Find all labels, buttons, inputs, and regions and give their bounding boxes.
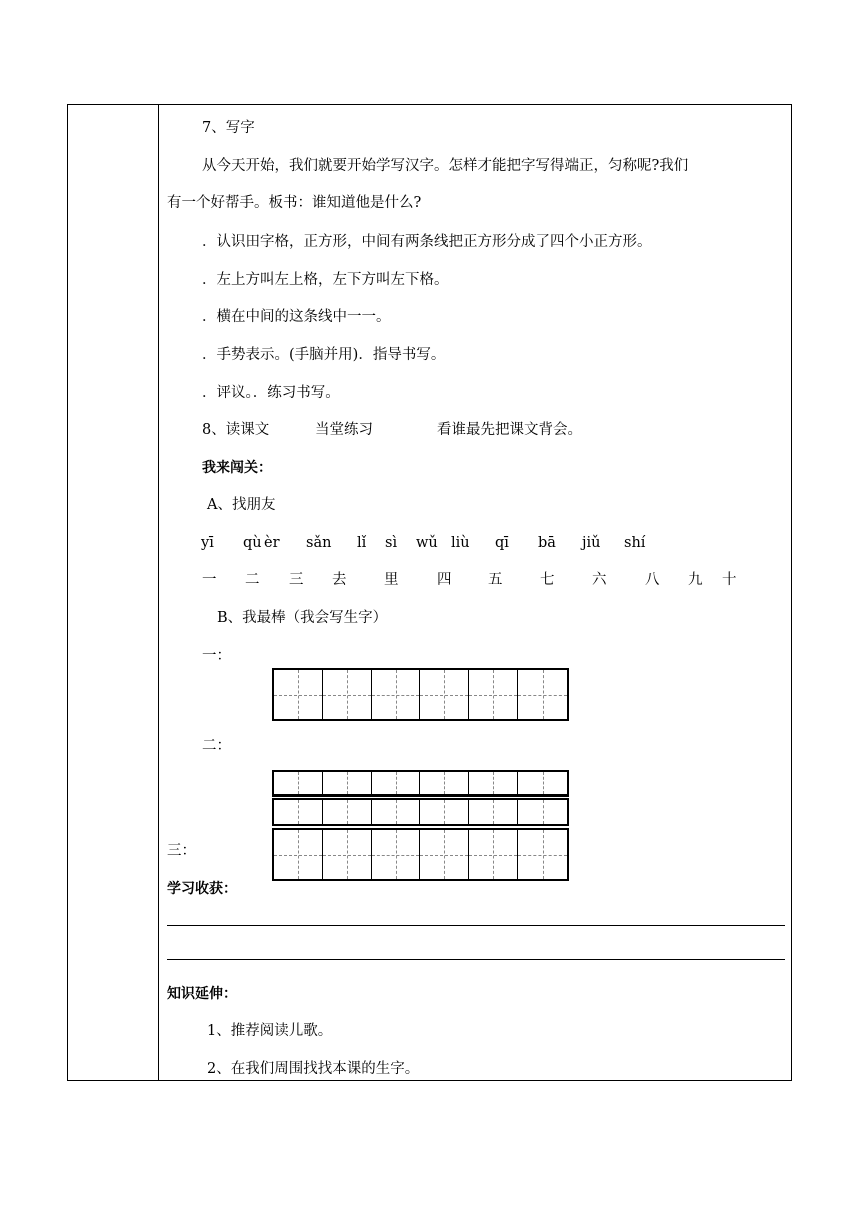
- part-a-title: A、找朋友: [207, 497, 276, 513]
- step7-title: 7、写字: [202, 120, 255, 136]
- answer-line[interactable]: [167, 959, 785, 960]
- writing-cell[interactable]: [518, 830, 567, 879]
- step7-paragraph-line2: 有一个好帮手。板书：谁知道他是什么?: [167, 195, 422, 211]
- writing-cell[interactable]: [372, 670, 421, 719]
- left-column-cell: [68, 105, 159, 1080]
- bullet-item: ．横在中间的这条线中一一。: [202, 309, 391, 325]
- bullet-item: ．手势表示。(手脑并用)．指导书写。: [202, 347, 446, 363]
- character-item: 去: [332, 572, 347, 588]
- character-item: 八: [645, 572, 660, 588]
- writing-cell[interactable]: [518, 772, 567, 794]
- pinyin-item: qī: [495, 535, 509, 551]
- pinyin-item: qù: [243, 535, 262, 551]
- character-item: 六: [592, 572, 607, 588]
- writing-cell[interactable]: [518, 670, 567, 719]
- bullet-item: ．评议。．练习书写。: [202, 385, 340, 401]
- writing-grid-row-2b[interactable]: [272, 798, 569, 826]
- writing-cell[interactable]: [372, 830, 421, 879]
- writing-grid-row-1[interactable]: [272, 668, 569, 721]
- writing-cell[interactable]: [274, 772, 323, 794]
- pinyin-item: wǔ: [416, 535, 438, 551]
- pinyin-item: lǐ: [357, 535, 367, 551]
- pinyin-item: liù: [451, 535, 470, 551]
- character-item: 里: [384, 572, 399, 588]
- writing-cell[interactable]: [420, 830, 469, 879]
- writing-cell[interactable]: [420, 772, 469, 794]
- step7-paragraph-line1: 从今天开始，我们就要开始学写汉字。怎样才能把字写得端正，匀称呢?我们: [202, 158, 689, 174]
- pinyin-item: bā: [538, 535, 556, 551]
- bullet-item: ．认识田字格，正方形，中间有两条线把正方形分成了四个小正方形。: [202, 234, 652, 250]
- step8-task: 看谁最先把课文背会。: [437, 422, 582, 438]
- pinyin-item: sì: [385, 535, 398, 551]
- writing-cell[interactable]: [420, 800, 469, 824]
- step8-practice: 当堂练习: [315, 422, 373, 438]
- harvest-heading: 学习收获：: [167, 881, 237, 897]
- writing-cell[interactable]: [372, 772, 421, 794]
- writing-cell[interactable]: [469, 772, 518, 794]
- row-label: 三：: [167, 843, 196, 859]
- pinyin-item: shí: [624, 535, 646, 551]
- extension-heading: 知识延伸：: [167, 986, 237, 1002]
- pinyin-item: yī: [201, 535, 214, 551]
- part-b-title: B、我最棒（我会写生字）: [217, 610, 388, 626]
- writing-cell[interactable]: [372, 800, 421, 824]
- character-item: 十: [722, 572, 737, 588]
- character-item: 二: [245, 572, 260, 588]
- writing-cell[interactable]: [323, 772, 372, 794]
- writing-cell[interactable]: [274, 800, 323, 824]
- answer-line[interactable]: [167, 925, 785, 926]
- writing-cell[interactable]: [323, 800, 372, 824]
- writing-cell[interactable]: [469, 800, 518, 824]
- extension-item: 1、推荐阅读儿歌。: [207, 1023, 333, 1039]
- writing-cell[interactable]: [469, 830, 518, 879]
- pinyin-item: èr: [264, 535, 280, 551]
- writing-cell[interactable]: [274, 670, 323, 719]
- writing-grid-row-2a[interactable]: [272, 770, 569, 797]
- row-label: 一：: [202, 648, 231, 664]
- writing-cell[interactable]: [420, 670, 469, 719]
- pinyin-item: sǎn: [306, 535, 332, 551]
- challenge-heading: 我来闯关：: [202, 460, 272, 476]
- row-label: 二：: [202, 738, 231, 754]
- character-item: 一: [202, 572, 217, 588]
- character-item: 五: [488, 572, 503, 588]
- step8-title: 8、读课文: [202, 422, 270, 438]
- character-item: 四: [437, 572, 452, 588]
- writing-grid-row-3[interactable]: [272, 828, 569, 881]
- writing-cell[interactable]: [323, 830, 372, 879]
- pinyin-item: jiǔ: [582, 535, 601, 551]
- character-item: 九: [688, 572, 703, 588]
- writing-cell[interactable]: [274, 830, 323, 879]
- writing-cell[interactable]: [323, 670, 372, 719]
- character-item: 三: [289, 572, 304, 588]
- writing-cell[interactable]: [518, 800, 567, 824]
- extension-item: 2、在我们周围找找本课的生字。: [207, 1061, 420, 1077]
- bullet-item: ．左上方叫左上格，左下方叫左下格。: [202, 272, 449, 288]
- writing-cell[interactable]: [469, 670, 518, 719]
- character-item: 七: [540, 572, 555, 588]
